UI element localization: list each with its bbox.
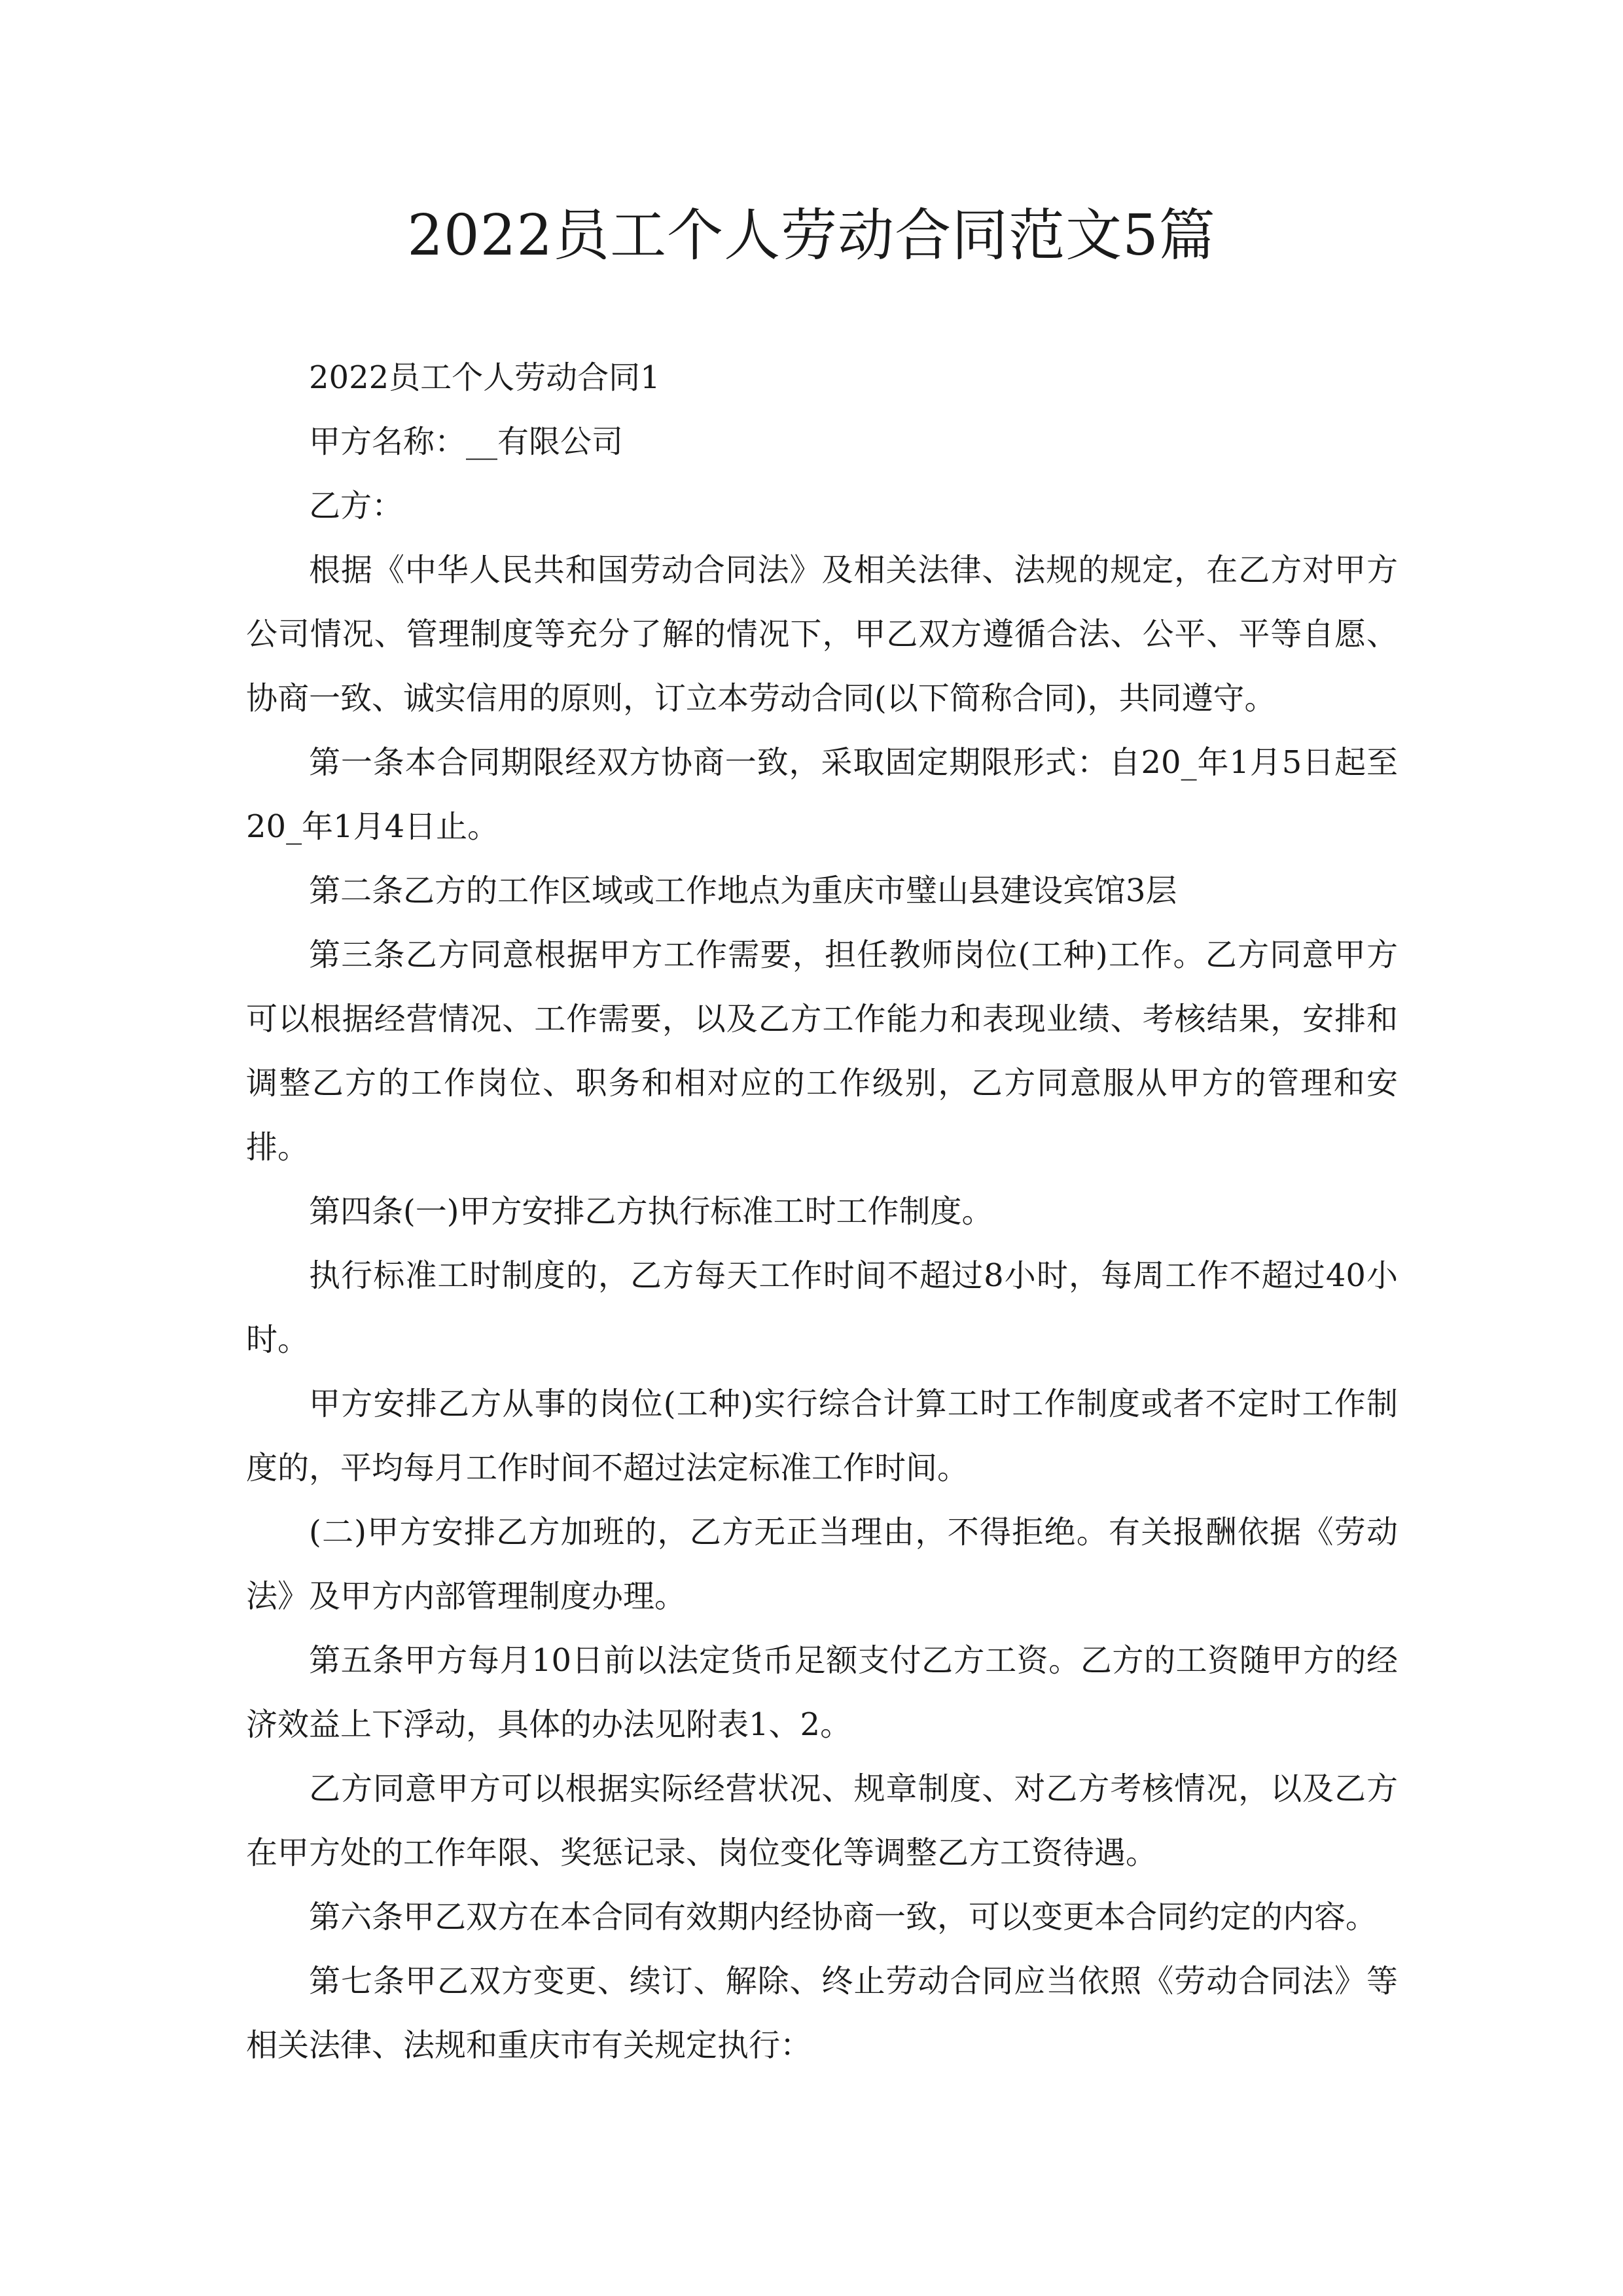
article-5-salary: 第五条甲方每月10日前以法定货币足额支付乙方工资。乙方的工资随甲方的经济效益上下浮动，具体的办法见附表1、2。 xyxy=(246,1642,1398,1743)
article-7-termination: 第七条甲乙双方变更、续订、解除、终止劳动合同应当依照《劳动合同法》等相关法律、法规和重庆市有关规定执行： xyxy=(246,1963,1398,2064)
article-3-position: 第三条乙方同意根据甲方工作需要，担任教师岗位(工种)工作。乙方同意甲方可以根据经营情况、工作需要，以及乙方工作能力和表现业绩、考核结果，安排和调整乙方的工作岗位、职务和相对应的工作级别，乙方同意服从甲方的管理和安排。 xyxy=(246,937,1398,1166)
article-4-working-hours: 第四条(一)甲方安排乙方执行标准工时工作制度。 xyxy=(309,1193,993,1230)
article-2-location: 第二条乙方的工作区域或工作地点为重庆市璧山县建设宾馆3层 xyxy=(309,872,1177,909)
preamble-paragraph: 根据《中华人民共和国劳动合同法》及相关法律、法规的规定，在乙方对甲方公司情况、管理制度等充分了解的情况下，甲乙双方遵循合法、公平、平等自愿、协商一致、诚实信用的原则，订立本劳动合同(以下简称合同)，共同遵守。 xyxy=(246,552,1398,717)
party-b-name: 乙方： xyxy=(309,488,404,524)
contract-heading: 2022员工个人劳动合同1 xyxy=(309,359,660,396)
article-1-term: 第一条本合同期限经双方协商一致，采取固定期限形式：自20_年1月5日起至20_年1月4日止。 xyxy=(246,744,1398,845)
party-a-name: 甲方名称：__有限公司 xyxy=(309,423,624,460)
document-body xyxy=(246,346,1398,2077)
article-6-modification: 第六条甲乙双方在本合同有效期内经协商一致，可以变更本合同约定的内容。 xyxy=(309,1899,1378,1935)
overtime-paragraph: (二)甲方安排乙方加班的，乙方无正当理由，不得拒绝。有关报酬依据《劳动法》及甲方内部管理制度办理。 xyxy=(246,1514,1398,1615)
standard-hours-paragraph: 执行标准工时制度的，乙方每天工作时间不超过8小时，每周工作不超过40小时。 xyxy=(246,1257,1398,1358)
flexible-hours-paragraph: 甲方安排乙方从事的岗位(工种)实行综合计算工时工作制度或者不定时工作制度的，平均每月工作时间不超过法定标准工作时间。 xyxy=(246,1386,1398,1486)
document-title: 2022员工个人劳动合同范文5篇 xyxy=(407,203,1216,268)
salary-adjustment-paragraph: 乙方同意甲方可以根据实际经营状况、规章制度、对乙方考核情况，以及乙方在甲方处的工作年限、奖惩记录、岗位变化等调整乙方工资待遇。 xyxy=(246,1770,1398,1871)
